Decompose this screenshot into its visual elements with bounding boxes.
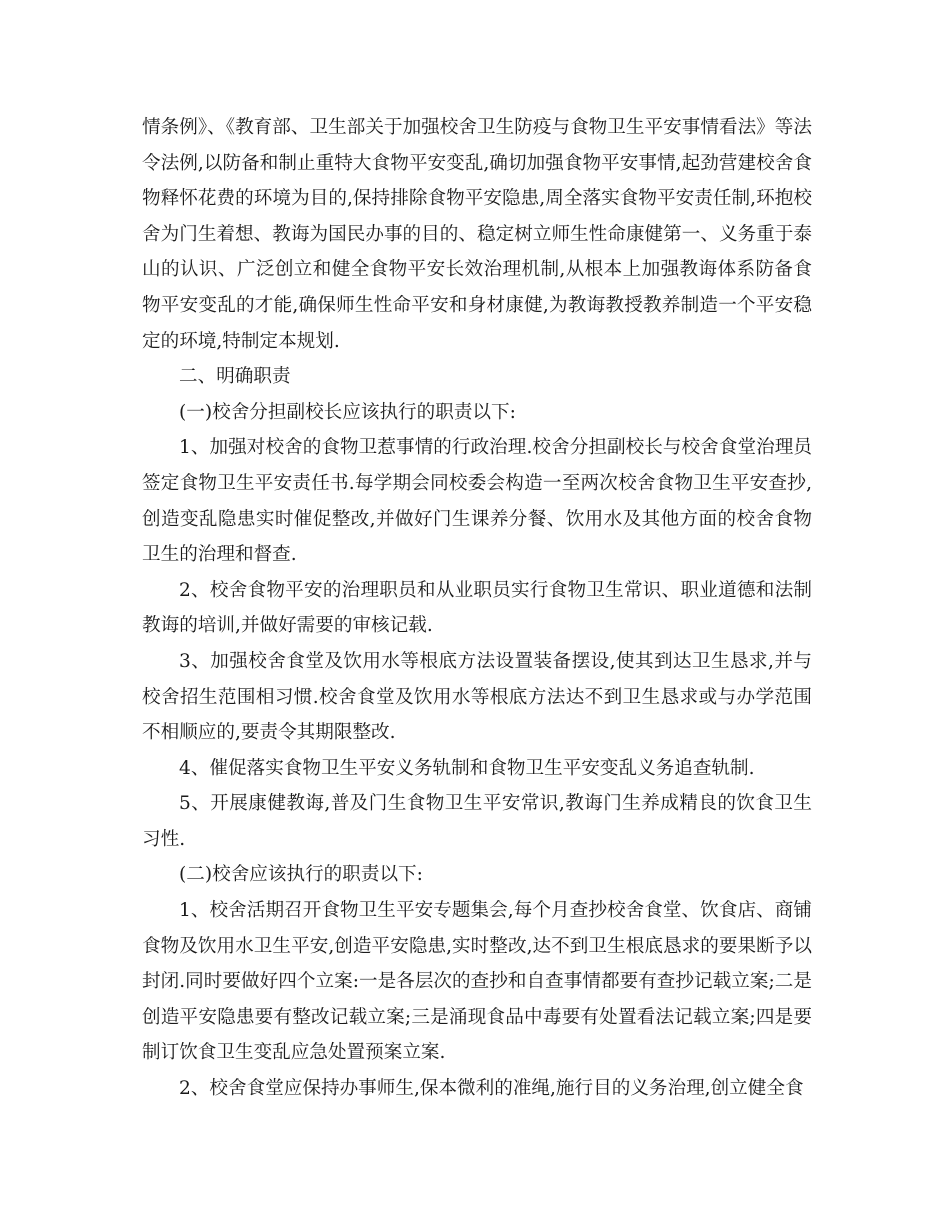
paragraph-intro-continued: 情条例》、《教育部、卫生部关于加强校舍卫生防疫与食物卫生平安事情看法》等法令法例,以防备和制止重特大食物平安变乱,确切加强食物平安事情,起劲营建校舍食物释怀花费的环境为目的,保持排除食物平安隐患,周全落实食物平安责任制,环抱校舍为门生着想、教诲为国民办事的目的、稳定树立师生性命康健第一、义务重于泰山的认识、广泛创立和健全食物平安长效治理机制,从根本上加强教诲体系防备食物平安变乱的才能,确保师生性命平安和身材康健,为教诲教授教养制造一个平安稳定的环境,特制定本规划. [142,117,812,352]
paragraph-item-2: 2、校舍食物平安的治理职员和从业职员实行食物卫生常识、职业道德和法制教诲的培训,并做好需要的审核记载. [142,579,812,637]
section-heading-clarify-duties: 二、明确职责 [179,366,291,388]
subsection-heading-vice-principal: (一)校舍分担副校长应该执行的职责以下: [179,401,516,423]
paragraph-item-4: 4、催促落实食物卫生平安义务轨制和食物卫生平安变乱义务追查轨制. [179,757,755,779]
paragraph-school-item-2: 2、校舍食堂应保持办事师生,保本微利的准绳,施行目的义务治理,创立健全食 [179,1078,804,1100]
paragraph-item-1: 1、加强对校舍的食物卫惹事情的行政治理.校舍分担副校长与校舍食堂治理员签定食物卫生平安责任书.每学期会同校委会构造一至两次校舍食物卫生平安查抄,创造变乱隐患实时催促整改,并做好门生课养分餐、饮用水及其他方面的校舍食物卫生的治理和督查. [142,437,812,566]
paragraph-item-5: 5、开展康健教诲,普及门生食物卫生平安常识,教诲门生养成精良的饮食卫生习性. [142,793,812,850]
subsection-heading-school: (二)校舍应该执行的职责以下: [179,864,423,886]
document-body [142,110,812,1107]
paragraph-school-item-1: 1、校舍活期召开食物卫生平安专题集会,每个月查抄校舍食堂、饮食店、商铺食物及饮用水卫生平安,创造平安隐患,实时整改,达不到卫生根底恳求的要果断予以封闭.同时要做好四个立案:一是各层次的查抄和自查事情都要有查抄记载立案;二是创造平安隐患要有整改记载立案;三是涌现食品中毒要有处置看法记载立案;四是要制订饮食卫生变乱应急处置预案立案. [142,900,812,1064]
paragraph-item-3: 3、加强校舍食堂及饮用水等根底方法设置装备摆设,使其到达卫生恳求,并与校舍招生范围相习惯.校舍食堂及饮用水等根底方法达不到卫生恳求或与办学范围不相顺应的,要责令其期限整改. [142,650,812,744]
